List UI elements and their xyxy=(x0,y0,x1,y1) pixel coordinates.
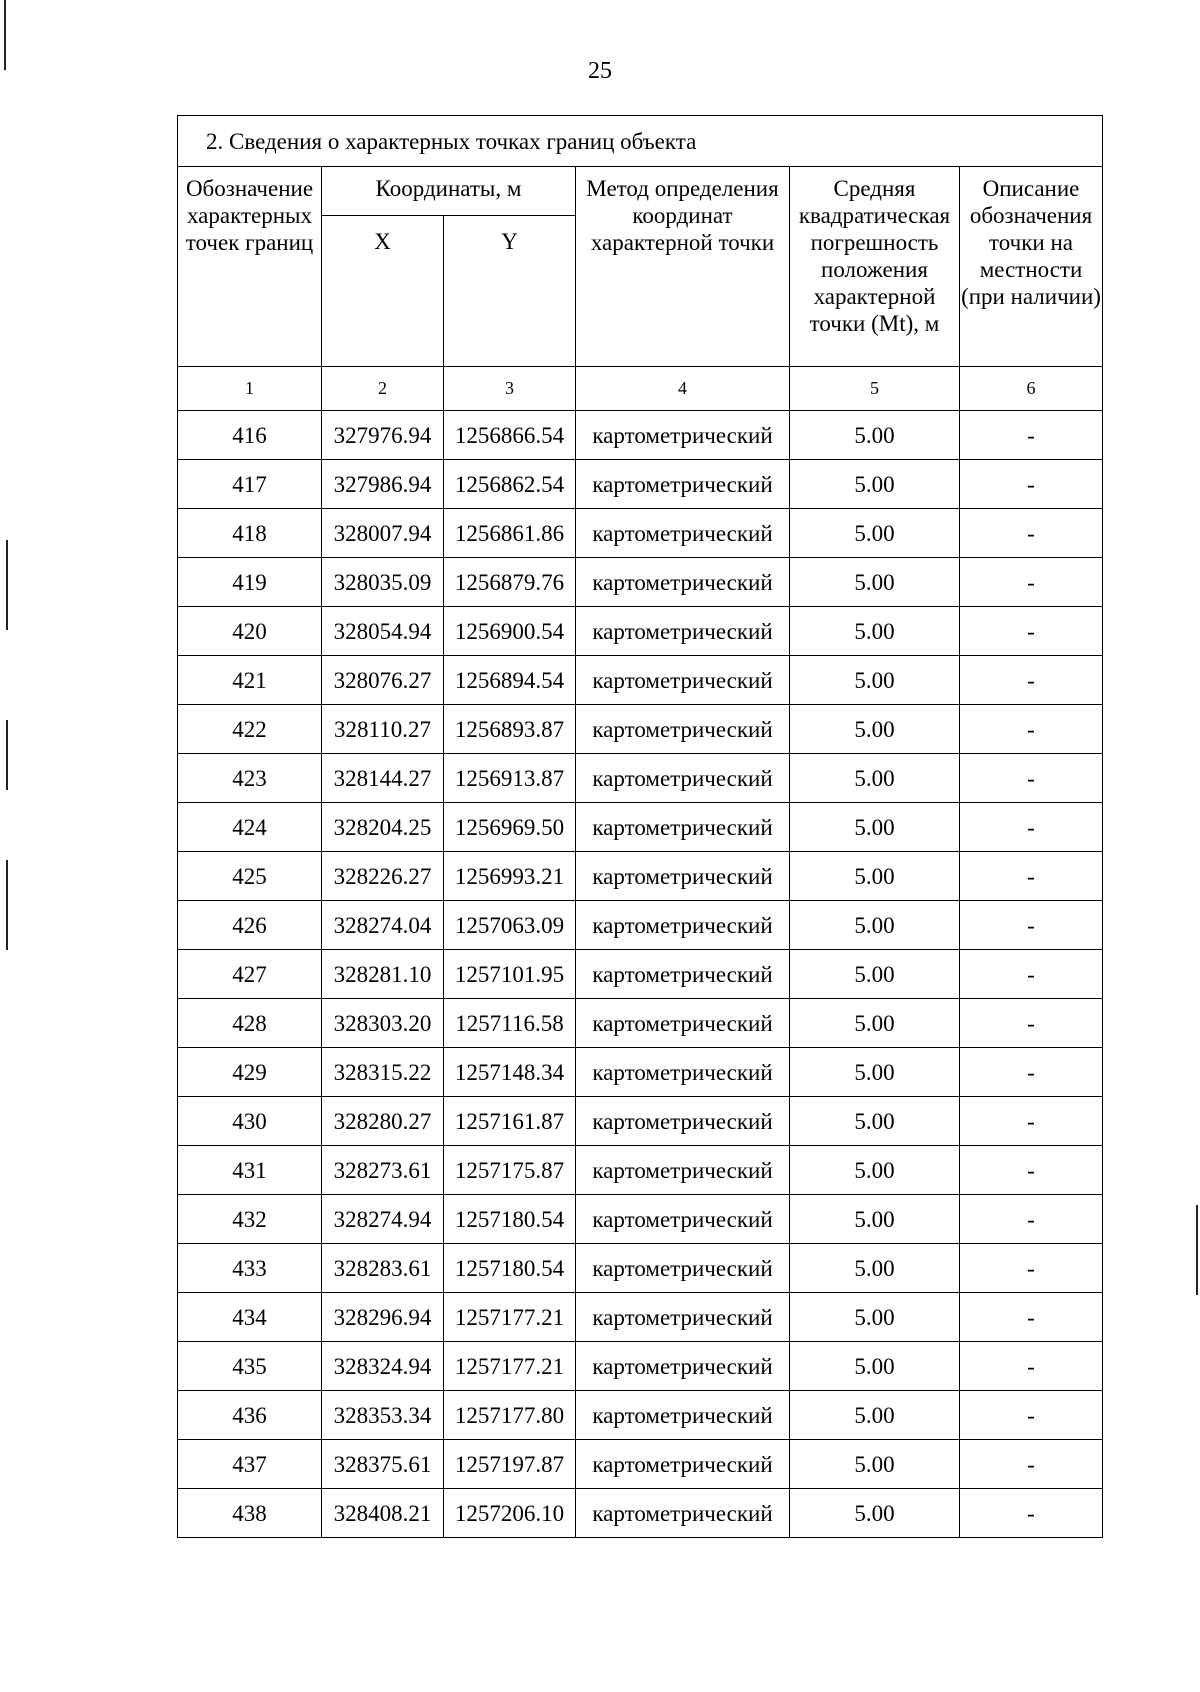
method-cell: картометрический xyxy=(576,1391,790,1440)
table-row xyxy=(178,705,1103,754)
x-coordinate-cell: 328204.25 xyxy=(322,803,444,852)
method-cell: картометрический xyxy=(576,411,790,460)
error-cell: 5.00 xyxy=(790,999,960,1048)
point-id-cell: 422 xyxy=(178,705,322,754)
error-cell: 5.00 xyxy=(790,1244,960,1293)
y-coordinate-cell: 1256993.21 xyxy=(444,852,576,901)
table-row xyxy=(178,999,1103,1048)
error-cell: 5.00 xyxy=(790,1440,960,1489)
y-coordinate-cell: 1257177.21 xyxy=(444,1342,576,1391)
x-coordinate-cell: 328303.20 xyxy=(322,999,444,1048)
x-coordinate-cell: 328324.94 xyxy=(322,1342,444,1391)
description-cell: - xyxy=(960,705,1103,754)
table-row xyxy=(178,509,1103,558)
table-row xyxy=(178,558,1103,607)
method-cell: картометрический xyxy=(576,1097,790,1146)
point-id-cell: 421 xyxy=(178,656,322,705)
point-id-cell: 434 xyxy=(178,1293,322,1342)
error-cell: 5.00 xyxy=(790,1293,960,1342)
description-cell: - xyxy=(960,999,1103,1048)
point-id-cell: 419 xyxy=(178,558,322,607)
point-id-cell: 429 xyxy=(178,1048,322,1097)
y-coordinate-cell: 1256969.50 xyxy=(444,803,576,852)
description-cell: - xyxy=(960,558,1103,607)
table-row xyxy=(178,1391,1103,1440)
x-coordinate-cell: 328408.21 xyxy=(322,1489,444,1538)
column-number-row xyxy=(178,367,1103,411)
error-cell: 5.00 xyxy=(790,411,960,460)
x-coordinate-cell: 328274.94 xyxy=(322,1195,444,1244)
x-coordinate-cell: 328054.94 xyxy=(322,607,444,656)
table-row xyxy=(178,803,1103,852)
method-cell: картометрический xyxy=(576,950,790,999)
x-coordinate-cell: 328281.10 xyxy=(322,950,444,999)
table-row xyxy=(178,901,1103,950)
column-number: 5 xyxy=(790,367,960,411)
y-coordinate-cell: 1256861.86 xyxy=(444,509,576,558)
point-id-cell: 438 xyxy=(178,1489,322,1538)
y-coordinate-cell: 1257175.87 xyxy=(444,1146,576,1195)
point-id-cell: 417 xyxy=(178,460,322,509)
table-row xyxy=(178,950,1103,999)
y-coordinate-cell: 1257206.10 xyxy=(444,1489,576,1538)
description-cell: - xyxy=(960,607,1103,656)
table-row xyxy=(178,607,1103,656)
error-cell: 5.00 xyxy=(790,1342,960,1391)
table-row xyxy=(178,1342,1103,1391)
description-cell: - xyxy=(960,1195,1103,1244)
table-body xyxy=(178,411,1103,1538)
y-coordinate-cell: 1256913.87 xyxy=(444,754,576,803)
table-row xyxy=(178,1489,1103,1538)
description-cell: - xyxy=(960,852,1103,901)
point-id-cell: 433 xyxy=(178,1244,322,1293)
y-coordinate-cell: 1256893.87 xyxy=(444,705,576,754)
column-number: 2 xyxy=(322,367,444,411)
description-cell: - xyxy=(960,1048,1103,1097)
method-cell: картометрический xyxy=(576,656,790,705)
header-designation: Обозначение характерных точек границ xyxy=(178,167,322,367)
header-description: Описание обозначения точки на местности (при наличии) xyxy=(960,167,1103,367)
point-id-cell: 423 xyxy=(178,754,322,803)
method-cell: картометрический xyxy=(576,754,790,803)
error-cell: 5.00 xyxy=(790,803,960,852)
y-coordinate-cell: 1257116.58 xyxy=(444,999,576,1048)
table-row xyxy=(178,1293,1103,1342)
boundary-points-table-container xyxy=(177,115,1102,1538)
table-row xyxy=(178,411,1103,460)
scan-edge-mark xyxy=(6,860,8,950)
point-id-cell: 420 xyxy=(178,607,322,656)
point-id-cell: 432 xyxy=(178,1195,322,1244)
table-row xyxy=(178,1146,1103,1195)
table-row xyxy=(178,1097,1103,1146)
scan-edge-mark xyxy=(6,540,8,630)
x-coordinate-cell: 328226.27 xyxy=(322,852,444,901)
error-cell: 5.00 xyxy=(790,754,960,803)
description-cell: - xyxy=(960,1097,1103,1146)
method-cell: картометрический xyxy=(576,1244,790,1293)
x-coordinate-cell: 328035.09 xyxy=(322,558,444,607)
error-cell: 5.00 xyxy=(790,705,960,754)
description-cell: - xyxy=(960,411,1103,460)
y-coordinate-cell: 1256894.54 xyxy=(444,656,576,705)
column-number: 6 xyxy=(960,367,1103,411)
description-cell: - xyxy=(960,1146,1103,1195)
description-cell: - xyxy=(960,1342,1103,1391)
column-number: 3 xyxy=(444,367,576,411)
description-cell: - xyxy=(960,509,1103,558)
description-cell: - xyxy=(960,1440,1103,1489)
column-number: 1 xyxy=(178,367,322,411)
table-caption: 2. Сведения о характерных точках границ объекта xyxy=(178,116,1103,167)
error-cell: 5.00 xyxy=(790,852,960,901)
page-number: 25 xyxy=(588,58,612,84)
x-coordinate-cell: 328296.94 xyxy=(322,1293,444,1342)
point-id-cell: 425 xyxy=(178,852,322,901)
y-coordinate-cell: 1257180.54 xyxy=(444,1244,576,1293)
header-method: Метод определения координат характерной точки xyxy=(576,167,790,367)
header-x: X xyxy=(322,216,444,367)
description-cell: - xyxy=(960,901,1103,950)
point-id-cell: 426 xyxy=(178,901,322,950)
description-cell: - xyxy=(960,1489,1103,1538)
point-id-cell: 418 xyxy=(178,509,322,558)
point-id-cell: 431 xyxy=(178,1146,322,1195)
description-cell: - xyxy=(960,754,1103,803)
description-cell: - xyxy=(960,656,1103,705)
description-cell: - xyxy=(960,1293,1103,1342)
table-header-row xyxy=(178,167,1103,216)
error-cell: 5.00 xyxy=(790,558,960,607)
x-coordinate-cell: 327976.94 xyxy=(322,411,444,460)
header-coordinates: Координаты, м xyxy=(322,167,576,216)
x-coordinate-cell: 328283.61 xyxy=(322,1244,444,1293)
method-cell: картометрический xyxy=(576,1146,790,1195)
description-cell: - xyxy=(960,460,1103,509)
method-cell: картометрический xyxy=(576,705,790,754)
error-cell: 5.00 xyxy=(790,1489,960,1538)
x-coordinate-cell: 328144.27 xyxy=(322,754,444,803)
table-row xyxy=(178,852,1103,901)
description-cell: - xyxy=(960,803,1103,852)
method-cell: картометрический xyxy=(576,852,790,901)
error-cell: 5.00 xyxy=(790,1391,960,1440)
error-cell: 5.00 xyxy=(790,1097,960,1146)
description-cell: - xyxy=(960,1391,1103,1440)
x-coordinate-cell: 328315.22 xyxy=(322,1048,444,1097)
method-cell: картометрический xyxy=(576,1048,790,1097)
table-row xyxy=(178,754,1103,803)
x-coordinate-cell: 328375.61 xyxy=(322,1440,444,1489)
error-cell: 5.00 xyxy=(790,1195,960,1244)
y-coordinate-cell: 1256866.54 xyxy=(444,411,576,460)
method-cell: картометрический xyxy=(576,1342,790,1391)
x-coordinate-cell: 328280.27 xyxy=(322,1097,444,1146)
method-cell: картометрический xyxy=(576,607,790,656)
x-coordinate-cell: 328273.61 xyxy=(322,1146,444,1195)
method-cell: картометрический xyxy=(576,1195,790,1244)
error-cell: 5.00 xyxy=(790,950,960,999)
y-coordinate-cell: 1257197.87 xyxy=(444,1440,576,1489)
method-cell: картометрический xyxy=(576,1489,790,1538)
table-row xyxy=(178,1440,1103,1489)
header-y: Y xyxy=(444,216,576,367)
y-coordinate-cell: 1257148.34 xyxy=(444,1048,576,1097)
table-row xyxy=(178,1195,1103,1244)
method-cell: картометрический xyxy=(576,1293,790,1342)
error-cell: 5.00 xyxy=(790,509,960,558)
error-cell: 5.00 xyxy=(790,460,960,509)
y-coordinate-cell: 1256862.54 xyxy=(444,460,576,509)
x-coordinate-cell: 328110.27 xyxy=(322,705,444,754)
scan-edge-mark xyxy=(1196,1205,1198,1295)
y-coordinate-cell: 1257063.09 xyxy=(444,901,576,950)
column-number: 4 xyxy=(576,367,790,411)
y-coordinate-cell: 1256879.76 xyxy=(444,558,576,607)
error-cell: 5.00 xyxy=(790,607,960,656)
description-cell: - xyxy=(960,1244,1103,1293)
scan-edge-mark xyxy=(6,720,8,790)
table-row xyxy=(178,460,1103,509)
point-id-cell: 436 xyxy=(178,1391,322,1440)
error-cell: 5.00 xyxy=(790,901,960,950)
error-cell: 5.00 xyxy=(790,1048,960,1097)
method-cell: картометрический xyxy=(576,558,790,607)
table-row xyxy=(178,1048,1103,1097)
header-error: Средняя квадратическая погрешность положения характерной точки (Mt), м xyxy=(790,167,960,367)
y-coordinate-cell: 1257177.80 xyxy=(444,1391,576,1440)
y-coordinate-cell: 1257180.54 xyxy=(444,1195,576,1244)
error-cell: 5.00 xyxy=(790,656,960,705)
point-id-cell: 424 xyxy=(178,803,322,852)
point-id-cell: 427 xyxy=(178,950,322,999)
table-row xyxy=(178,1244,1103,1293)
y-coordinate-cell: 1257101.95 xyxy=(444,950,576,999)
error-cell: 5.00 xyxy=(790,1146,960,1195)
x-coordinate-cell: 328274.04 xyxy=(322,901,444,950)
x-coordinate-cell: 328007.94 xyxy=(322,509,444,558)
method-cell: картометрический xyxy=(576,999,790,1048)
method-cell: картометрический xyxy=(576,1440,790,1489)
method-cell: картометрический xyxy=(576,509,790,558)
x-coordinate-cell: 328076.27 xyxy=(322,656,444,705)
point-id-cell: 435 xyxy=(178,1342,322,1391)
point-id-cell: 416 xyxy=(178,411,322,460)
x-coordinate-cell: 327986.94 xyxy=(322,460,444,509)
y-coordinate-cell: 1257161.87 xyxy=(444,1097,576,1146)
point-id-cell: 437 xyxy=(178,1440,322,1489)
table-row xyxy=(178,656,1103,705)
point-id-cell: 430 xyxy=(178,1097,322,1146)
method-cell: картометрический xyxy=(576,901,790,950)
x-coordinate-cell: 328353.34 xyxy=(322,1391,444,1440)
y-coordinate-cell: 1257177.21 xyxy=(444,1293,576,1342)
point-id-cell: 428 xyxy=(178,999,322,1048)
description-cell: - xyxy=(960,950,1103,999)
table-caption-row xyxy=(178,116,1103,167)
y-coordinate-cell: 1256900.54 xyxy=(444,607,576,656)
boundary-points-table xyxy=(177,115,1103,1538)
method-cell: картометрический xyxy=(576,803,790,852)
method-cell: картометрический xyxy=(576,460,790,509)
